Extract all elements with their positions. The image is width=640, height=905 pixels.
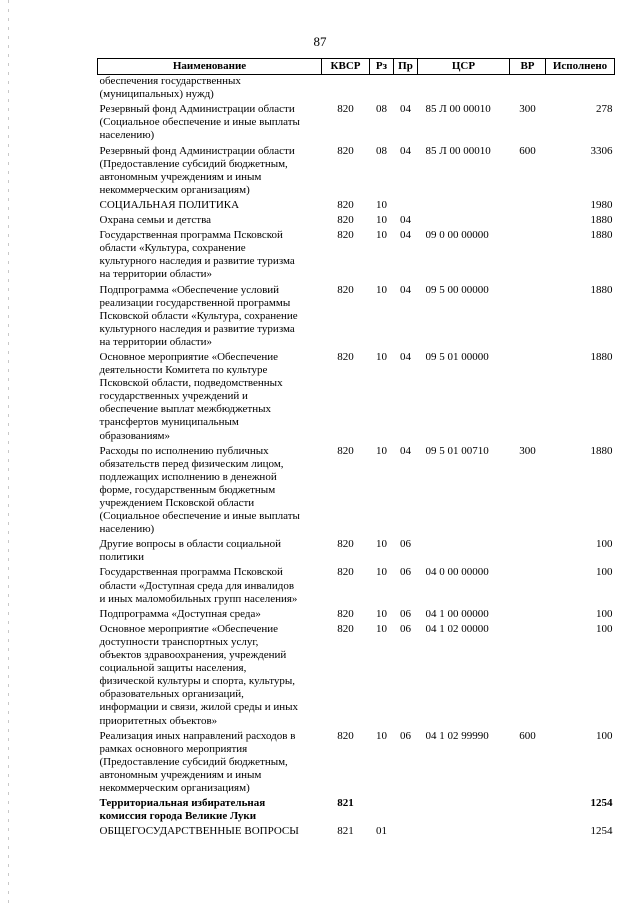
- cell-pr: 04: [400, 229, 411, 242]
- cell-vr: [510, 197, 546, 212]
- cell-rz: 10: [376, 729, 387, 742]
- cell-sum: 278: [596, 103, 613, 116]
- table-row: [98, 621, 615, 728]
- cell-vr: [510, 349, 546, 443]
- cell-kvsr: 820: [337, 729, 354, 742]
- cell-sum: 1980: [590, 198, 613, 211]
- cell-rz: 10: [376, 229, 387, 242]
- cell-vr: 300: [519, 444, 536, 457]
- cell-kvsr: 820: [337, 350, 354, 363]
- cell-rz: 10: [376, 350, 387, 363]
- cell-name: Основное мероприятие «Обеспечение доступности транспортных услуг, объектов здравоохранения, учреждений социальной защиты населения, физической культуры и спорта, культуры, образовательных организаций, информации и связи, жилой среды и иных приоритетных объектов»: [99, 622, 299, 727]
- cell-csr: [418, 212, 510, 227]
- cell-kvsr: 820: [337, 607, 354, 620]
- table-row: [98, 564, 615, 605]
- cell-name: Расходы по исполнению публичных обязательств перед физическим лицом, подлежащих исполнению в денежной форме, государственным бюджетным учреждением Псковской области (Социальное обеспечение и иные выплаты населению): [99, 444, 300, 536]
- cell-pr: [394, 197, 418, 212]
- budget-table: [97, 58, 615, 838]
- cell-rz: 10: [376, 198, 387, 211]
- cell-vr: [510, 621, 546, 728]
- table-row: [98, 143, 615, 197]
- cell-csr: 09 5 01 00000: [425, 350, 489, 363]
- cell-sum: 100: [596, 607, 613, 620]
- cell-kvsr: 820: [337, 444, 354, 457]
- cell-name: Государственная программа Псковской области «Доступная среда для инвалидов и иных маломобильных групп населения»: [99, 566, 298, 605]
- cell-sum: 1880: [590, 229, 613, 242]
- cell-rz: 10: [376, 444, 387, 457]
- cell-kvsr: 820: [337, 103, 354, 116]
- cell-name: Подпрограмма «Обеспечение условий реализации государственной программы Псковской области «Культура, сохранение культурного наследия и развитие туризма на территории области»: [99, 283, 298, 348]
- cell-rz: 08: [376, 103, 387, 116]
- cell-kvsr: 820: [337, 622, 354, 635]
- cell-rz: 08: [376, 144, 387, 157]
- cell-csr: 04 0 00 00000: [425, 566, 489, 579]
- table-row: [98, 536, 615, 564]
- cell-rz: [370, 75, 394, 102]
- cell-sum: 100: [596, 729, 613, 742]
- cell-rz: 10: [376, 283, 387, 296]
- cell-pr: 06: [400, 622, 411, 635]
- cell-pr: 06: [400, 607, 411, 620]
- cell-name: Государственная программа Псковской области «Культура, сохранение культурного наследия и развитие туризма на территории области»: [99, 229, 295, 281]
- cell-rz: 01: [376, 825, 387, 838]
- cell-vr: [510, 282, 546, 349]
- cell-name: Резервный фонд Администрации области (Предоставление субсидий бюджетным, автономным учреждениям и иным некоммерческим организациям): [99, 144, 295, 196]
- table-row: [98, 823, 615, 838]
- cell-csr: 04 1 02 00000: [425, 622, 489, 635]
- cell-name: Реализация иных направлений расходов в рамках основного мероприятия (Предоставление субсидий бюджетным, автономным учреждениям и иным некоммерческим организациям): [99, 729, 296, 794]
- cell-vr: 300: [519, 103, 536, 116]
- table-row: [98, 212, 615, 227]
- cell-rz: 10: [376, 538, 387, 551]
- cell-name: Основное мероприятие «Обеспечение деятельности Комитета по культуре Псковской области, подведомственных государственных учреждений и обеспечение выплат межбюджетных трансфертов муниципальным образованиям»: [99, 350, 283, 442]
- page-number: 87: [313, 34, 327, 49]
- cell-vr: [510, 795, 546, 823]
- cell-csr: 04 1 00 00000: [425, 607, 489, 620]
- table-row: [98, 728, 615, 795]
- table-row: [98, 227, 615, 281]
- cell-name: Подпрограмма «Доступная среда»: [99, 607, 261, 620]
- cell-vr: [510, 212, 546, 227]
- cell-pr: 04: [400, 214, 411, 227]
- cell-name: Охрана семьи и детства: [99, 214, 212, 227]
- cell-pr: 04: [400, 444, 411, 457]
- cell-pr: 06: [400, 729, 411, 742]
- cell-kvsr: 820: [337, 566, 354, 579]
- cell-name: Территориальная избирательная комиссия города Великие Луки: [99, 797, 266, 823]
- cell-vr: [510, 536, 546, 564]
- cell-kvsr: 820: [337, 538, 354, 551]
- cell-sum: 1254: [590, 825, 613, 838]
- header-pr: Пр: [394, 59, 418, 75]
- cell-sum: 100: [596, 538, 613, 551]
- header-kvsr: КВСР: [322, 59, 370, 75]
- cell-pr: 04: [400, 350, 411, 363]
- cell-pr: 04: [400, 144, 411, 157]
- cell-csr: 09 5 01 00710: [425, 444, 489, 457]
- header-csr: ЦСР: [418, 59, 510, 75]
- cell-pr: [394, 823, 418, 838]
- table-header: [98, 59, 615, 75]
- table-row: [98, 349, 615, 443]
- table-row: [98, 75, 615, 102]
- table-body: [98, 75, 615, 839]
- cell-name: Другие вопросы в области социальной политики: [99, 538, 282, 564]
- cell-vr: [510, 75, 546, 102]
- cell-csr: 09 5 00 00000: [425, 283, 489, 296]
- cell-pr: [394, 75, 418, 102]
- cell-rz: 10: [376, 214, 387, 227]
- cell-csr: [418, 795, 510, 823]
- cell-vr: [510, 564, 546, 605]
- cell-vr: [510, 823, 546, 838]
- cell-name: обеспечения государственных (муниципальных) нужд): [99, 75, 241, 101]
- header-rz: Рз: [370, 59, 394, 75]
- cell-rz: 10: [376, 622, 387, 635]
- cell-name: Резервный фонд Администрации области (Социальное обеспечение и иные выплаты населению): [99, 103, 300, 142]
- scan-edge-marks: [8, 0, 9, 905]
- cell-sum: 1880: [590, 350, 613, 363]
- cell-sum: 1880: [590, 214, 613, 227]
- cell-sum: 1254: [590, 797, 613, 810]
- cell-sum: 1880: [590, 283, 613, 296]
- cell-pr: 04: [400, 283, 411, 296]
- cell-name: ОБЩЕГОСУДАРСТВЕННЫЕ ВОПРОСЫ: [99, 825, 299, 838]
- cell-sum: 3306: [590, 144, 613, 157]
- cell-csr: 85 Л 00 00010: [425, 103, 491, 116]
- cell-sum: 1880: [590, 444, 613, 457]
- cell-csr: 85 Л 00 00010: [425, 144, 491, 157]
- cell-sum: 100: [596, 566, 613, 579]
- table-row: [98, 606, 615, 621]
- table-row: [98, 795, 615, 823]
- table-row: [98, 282, 615, 349]
- cell-kvsr: 820: [337, 198, 354, 211]
- cell-kvsr: 821: [337, 797, 354, 810]
- table-row: [98, 443, 615, 537]
- cell-kvsr: [322, 75, 370, 102]
- cell-pr: [394, 795, 418, 823]
- cell-vr: 600: [519, 144, 536, 157]
- cell-name: СОЦИАЛЬНАЯ ПОЛИТИКА: [99, 198, 240, 211]
- cell-kvsr: 820: [337, 144, 354, 157]
- cell-csr: [418, 823, 510, 838]
- cell-kvsr: 821: [337, 825, 354, 838]
- cell-csr: [418, 536, 510, 564]
- cell-kvsr: 820: [337, 214, 354, 227]
- cell-kvsr: 820: [337, 283, 354, 296]
- cell-vr: 600: [519, 729, 536, 742]
- table-row: [98, 197, 615, 212]
- cell-csr: 09 0 00 00000: [425, 229, 489, 242]
- cell-pr: 06: [400, 566, 411, 579]
- header-vr: ВР: [510, 59, 546, 75]
- cell-vr: [510, 227, 546, 281]
- cell-rz: 10: [376, 607, 387, 620]
- cell-rz: [370, 795, 394, 823]
- cell-csr: 04 1 02 99990: [425, 729, 489, 742]
- cell-rz: 10: [376, 566, 387, 579]
- cell-kvsr: 820: [337, 229, 354, 242]
- cell-sum: [546, 75, 615, 102]
- cell-sum: 100: [596, 622, 613, 635]
- cell-pr: 06: [400, 538, 411, 551]
- cell-csr: [418, 197, 510, 212]
- table-row: [98, 101, 615, 142]
- header-sum: Исполнено: [546, 59, 615, 75]
- cell-vr: [510, 606, 546, 621]
- cell-pr: 04: [400, 103, 411, 116]
- header-name: Наименование: [98, 59, 322, 75]
- cell-csr: [418, 75, 510, 102]
